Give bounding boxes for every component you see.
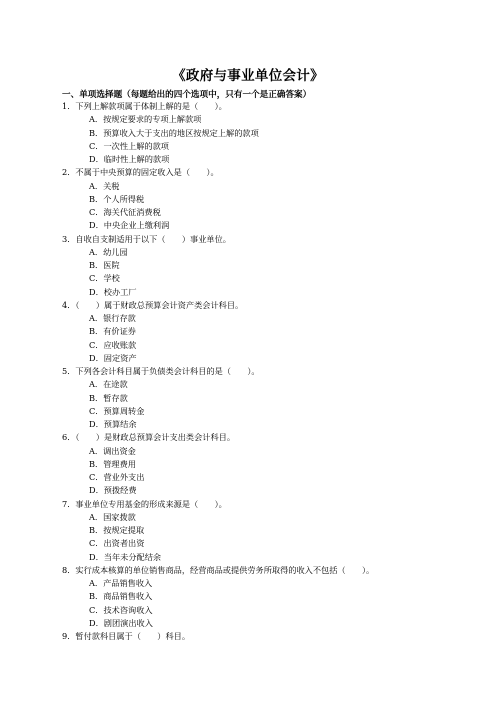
question-7: 7．事业单位专用基金的形成来源是（ ）。: [62, 498, 227, 509]
question-8-option-b: B．商品销售收入: [89, 591, 153, 602]
question-list: [62, 100, 482, 643]
question-5: 5．下列各会计科目属于负债类会计科目的是（ ）。: [62, 366, 260, 376]
question-9: 9．暂付款科目属于（ ）科目。: [62, 631, 191, 641]
question-1-option-c: C．一次性上解的款项: [89, 140, 169, 151]
question-6-option-c: C．营业外支出: [89, 472, 145, 482]
question-5-option-d: D．预算结余: [89, 419, 137, 429]
question-2: 2．不属于中央预算的固定收入是（ ）。: [62, 167, 219, 178]
question-2-option-a: A．关税: [89, 180, 120, 191]
question-1-option-d: D．临时性上解的款项: [89, 154, 170, 164]
question-6-option-a: A．调出资金: [89, 445, 136, 456]
question-5-option-c: C．预算周转金: [89, 405, 145, 416]
question-3: 3．自收自支制适用于以下（ ）事业单位。: [62, 233, 231, 244]
question-1-option-b: B．预算收入大于支出的地区按规定上解的款项: [89, 127, 259, 138]
question-4-option-b: B．有价证券: [89, 326, 136, 337]
question-1-option-a: A．按规定要求的专项上解款项: [89, 114, 202, 125]
question-2-option-d: D．中央企业上缴利润: [89, 220, 170, 231]
question-5-option-b: B．暂存款: [89, 392, 128, 403]
question-8: 8．实行成本核算的单位销售商品，经营商品或提供劳务所取得的收入不包括（ ）。: [62, 564, 375, 575]
question-7-option-b: B．按规定提取: [89, 525, 145, 535]
question-6-option-d: D．预拨经费: [89, 485, 137, 496]
question-4-option-c: C．应收账款: [89, 339, 137, 350]
question-3-option-a: A．幼儿园: [89, 246, 128, 257]
question-2-option-b: B．个人所得税: [89, 193, 145, 204]
question-4-option-a: A．银行存款: [89, 313, 136, 323]
section-heading: 一、单项选择题（每题给出的四个选项中，只有一个是正确答案）: [62, 90, 312, 100]
question-4: 4．（ ）属于财政总预算会计资产类会计科目。: [62, 299, 244, 310]
question-5-option-a: A．在途款: [89, 379, 128, 390]
question-3-option-c: C．学校: [89, 273, 120, 284]
question-7-option-d: D．当年未分配结余: [89, 551, 162, 562]
question-8-option-c: C．技术咨询收入: [89, 604, 153, 615]
question-4-option-d: D．固定资产: [89, 352, 137, 363]
document-title: 《政府与事业单位会计》: [172, 68, 324, 84]
question-3-option-d: D．校办工厂: [89, 286, 137, 297]
question-2-option-c: C．海关代征消费税: [89, 207, 161, 217]
question-7-option-a: A．国家拨款: [89, 511, 136, 522]
question-6: 6．（ ）是财政总预算会计支出类会计科目。: [62, 432, 236, 443]
question-8-option-d: D．剧团演出收入: [89, 617, 153, 628]
question-3-option-b: B．医院: [89, 260, 120, 270]
question-1: 1．下列上解款项属于体制上解的是（ ）。: [62, 101, 227, 111]
question-7-option-c: C．出资者出资: [89, 538, 145, 549]
question-6-option-b: B．管理费用: [89, 458, 136, 469]
question-8-option-a: A．产品销售收入: [89, 578, 153, 588]
